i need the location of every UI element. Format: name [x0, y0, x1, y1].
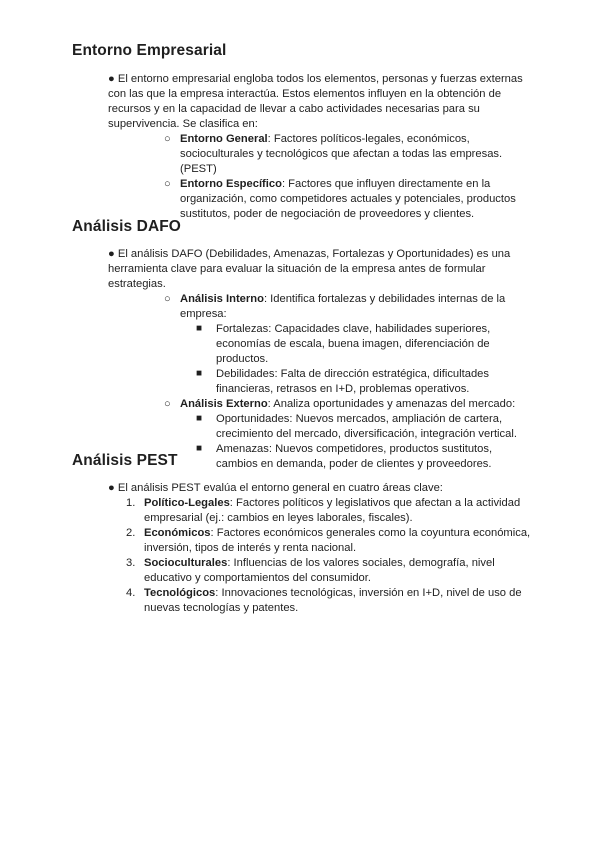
square-bullet-icon: ■	[196, 368, 203, 379]
list-item	[180, 322, 532, 367]
section-entorno-empresarial	[72, 72, 532, 222]
square-bullet-icon: ■	[196, 443, 203, 454]
term: Análisis Externo	[180, 398, 268, 410]
square-bullet-icon: ■	[196, 413, 203, 424]
list-number: 1.	[126, 497, 136, 509]
sub-item-text: Amenazas: Nuevos competidores, productos sustitutos, cambios en demanda, poder de clientes y proveedores.	[216, 443, 493, 470]
description: : Innovaciones tecnológicas, inversión en I+D, nivel de uso de nuevas tecnologías y patentes.	[144, 587, 522, 614]
heading-analisis-pest: Análisis PEST	[72, 452, 178, 469]
list-item	[108, 72, 532, 222]
circle-bullet-icon: ○	[164, 293, 171, 305]
list-item	[108, 247, 532, 472]
heading-entorno-empresarial: Entorno Empresarial	[72, 42, 227, 59]
list-item	[108, 292, 532, 397]
paragraph: El entorno empresarial engloba todos los elementos, personas y fuerzas externas con las que la empresa interactúa. Estos elementos influyen en la obtención de recursos y en la capacidad de llevar a cabo actividades necesarias para su supervivencia. Se clasifica en:	[108, 73, 523, 130]
description: : Factores políticos-legales, económicos, socioculturales y tecnológicos que afectan a todas las empresas. (PEST)	[180, 133, 503, 175]
description: : Influencias de los valores sociales, demografía, nivel educativo y comportamientos del consumidor.	[144, 557, 495, 584]
list-number: 4.	[126, 587, 136, 599]
term: Socioculturales	[144, 557, 228, 569]
list-item	[72, 556, 532, 586]
term: Entorno General	[180, 133, 268, 145]
list-item	[108, 481, 532, 496]
term: Económicos	[144, 527, 211, 539]
bullet-icon: ●	[108, 248, 115, 260]
paragraph: El análisis PEST evalúa el entorno general en cuatro áreas clave:	[117, 482, 443, 494]
term: Entorno Específico	[180, 178, 282, 190]
square-bullet-icon: ■	[196, 323, 203, 334]
list-item	[180, 367, 532, 397]
list-item	[180, 412, 532, 442]
list-item	[108, 132, 532, 177]
bullet-icon: ●	[108, 482, 115, 494]
circle-bullet-icon: ○	[164, 178, 171, 190]
sub-item-text: Debilidades: Falta de dirección estratégica, dificultades financieras, retrasos en I+D, problemas operativos.	[216, 368, 490, 395]
list-item	[108, 177, 532, 222]
list-item	[72, 586, 532, 616]
circle-bullet-icon: ○	[164, 398, 171, 410]
term: Análisis Interno	[180, 293, 264, 305]
list-number: 3.	[126, 557, 136, 569]
description: : Factores que influyen directamente en la organización, como competidores actuales y potenciales, productos sustitutos, poder de negociación de proveedores y clientes.	[180, 178, 516, 220]
section-analisis-pest	[72, 481, 532, 616]
description: : Identifica fortalezas y debilidades internas de la empresa:	[180, 293, 506, 320]
bullet-icon: ●	[108, 73, 115, 85]
term: Tecnológicos	[144, 587, 216, 599]
heading-analisis-dafo: Análisis DAFO	[72, 218, 181, 235]
paragraph: El análisis DAFO (Debilidades, Amenazas, Fortalezas y Oportunidades) es una herramienta clave para evaluar la situación de la empresa antes de formular estrategias.	[108, 248, 511, 290]
list-item	[72, 496, 532, 526]
description: : Analiza oportunidades y amenazas del mercado:	[267, 398, 516, 410]
list-item	[72, 526, 532, 556]
list-item	[180, 442, 532, 472]
description: : Factores económicos generales como la coyuntura económica, inversión, tipos de interés y renta nacional.	[144, 527, 531, 554]
section-analisis-dafo	[72, 247, 532, 472]
term: Político-Legales	[144, 497, 230, 509]
description: : Factores políticos y legislativos que afectan a la actividad empresarial (ej.: cambios en leyes laborales, fiscales).	[144, 497, 521, 524]
list-number: 2.	[126, 527, 136, 539]
sub-item-text: Oportunidades: Nuevos mercados, ampliación de cartera, crecimiento del mercado, diversificación, integración vertical.	[216, 413, 517, 440]
circle-bullet-icon: ○	[164, 133, 171, 145]
sub-item-text: Fortalezas: Capacidades clave, habilidades superiores, economías de escala, buena imagen, diferenciación de productos.	[216, 323, 491, 365]
